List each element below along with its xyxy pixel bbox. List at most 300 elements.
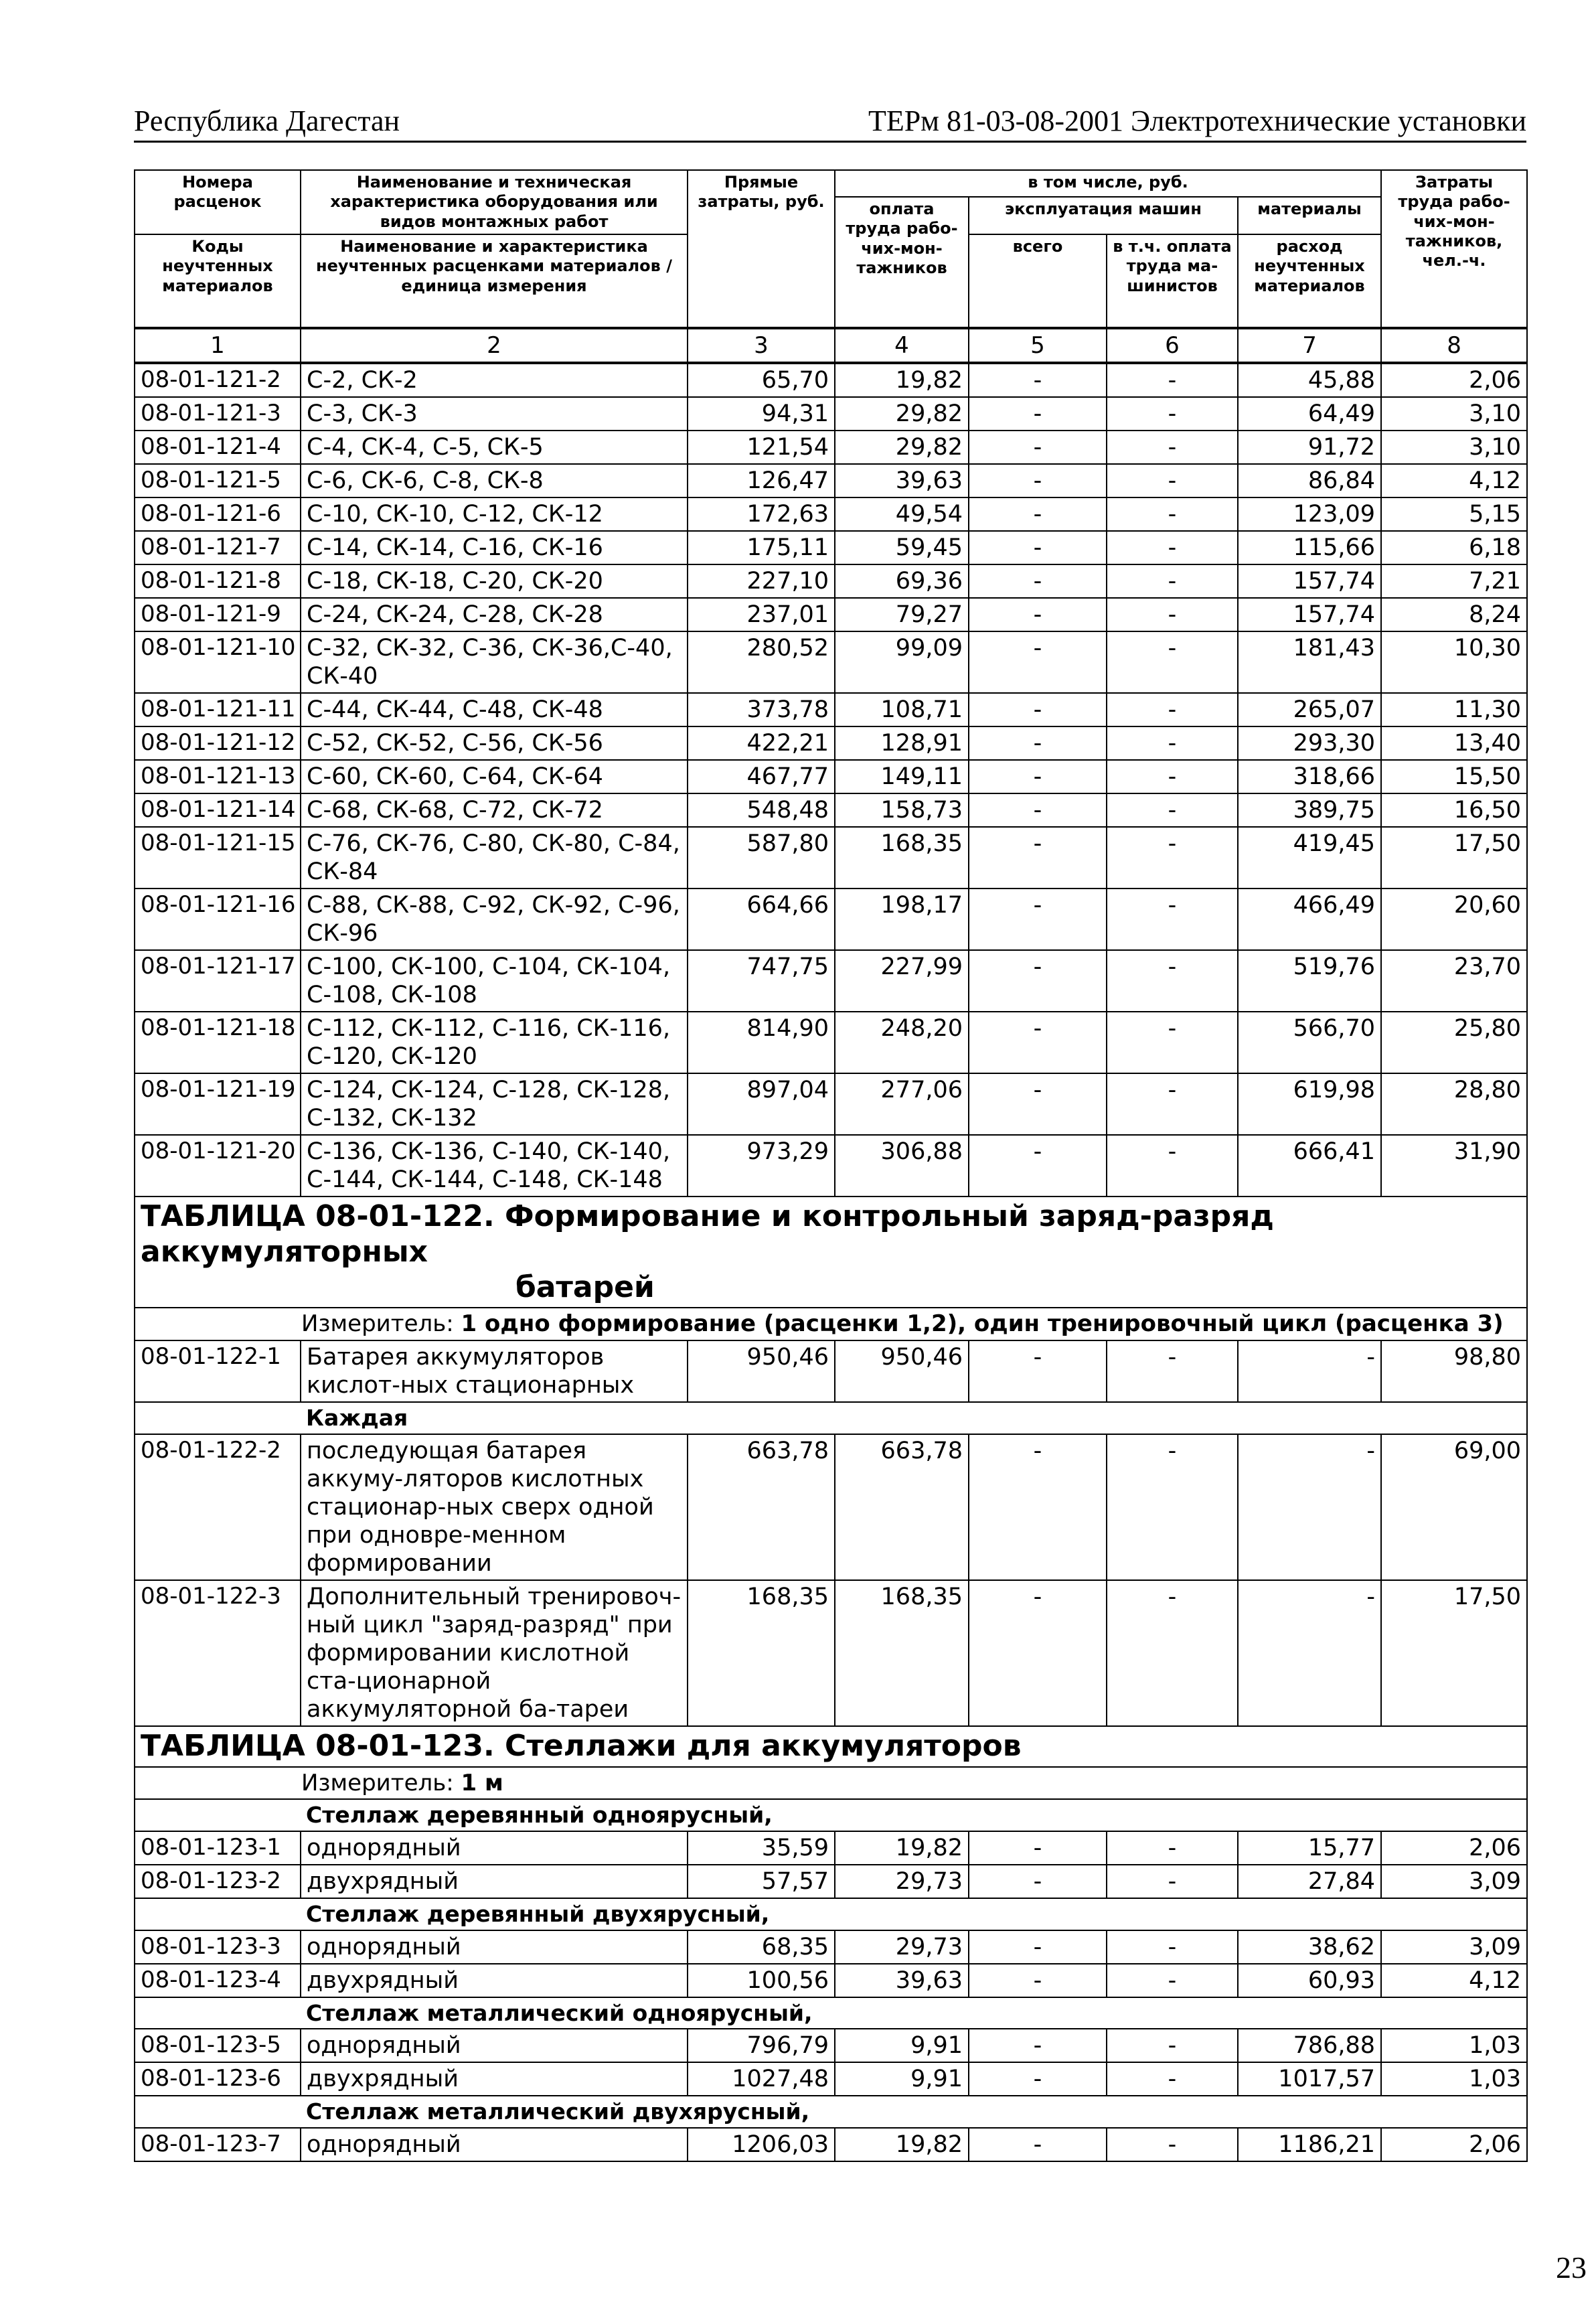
labor-hours: 2,06 xyxy=(1381,1831,1527,1865)
work-description: однорядный xyxy=(301,2128,688,2161)
subheading-row xyxy=(135,1799,1527,1831)
page-number: 23 xyxy=(1556,2250,1587,2285)
direct-costs: 422,21 xyxy=(688,726,835,760)
materials-cost: 27,84 xyxy=(1238,1865,1381,1898)
worker-wages: 79,27 xyxy=(835,598,969,631)
worker-wages: 168,35 xyxy=(835,827,969,889)
table-row xyxy=(135,497,1527,531)
labor-hours: 23,70 xyxy=(1381,950,1527,1012)
labor-hours: 2,06 xyxy=(1381,2128,1527,2161)
work-description: С-100, СК-100, С-104, СК-104, С-108, СК-108 xyxy=(301,950,688,1012)
labor-hours: 28,80 xyxy=(1381,1073,1527,1135)
direct-costs: 94,31 xyxy=(688,397,835,431)
work-description: С-10, СК-10, С-12, СК-12 xyxy=(301,497,688,531)
labor-hours: 98,80 xyxy=(1381,1340,1527,1402)
rate-code: 08-01-123-1 xyxy=(135,1831,301,1865)
col-header-2-top: Наименование и техническая характеристика оборудования или видов монтажных работ xyxy=(301,170,688,234)
table-row xyxy=(135,2029,1527,2062)
machinist-wages: - xyxy=(1107,726,1238,760)
subheading-metal-single-tier: Стеллаж металлический одноярусный, xyxy=(301,1997,1527,2029)
rate-code: 08-01-121-3 xyxy=(135,397,301,431)
table-123-meter: Измеритель: 1 м xyxy=(135,1767,1527,1800)
worker-wages: 128,91 xyxy=(835,726,969,760)
machinist-wages: - xyxy=(1107,1073,1238,1135)
materials-cost: - xyxy=(1238,1434,1381,1580)
labor-hours: 20,60 xyxy=(1381,889,1527,950)
labor-hours: 6,18 xyxy=(1381,531,1527,564)
table-row xyxy=(135,1073,1527,1135)
work-description: двухрядный xyxy=(301,1964,688,1997)
subheading-row xyxy=(135,1402,1527,1434)
worker-wages: 149,11 xyxy=(835,760,969,793)
table-row xyxy=(135,726,1527,760)
col-header-7: расход неучтенных материалов xyxy=(1238,234,1381,328)
materials-cost: 1186,21 xyxy=(1238,2128,1381,2161)
table-122-title: ТАБЛИЦА 08-01-122. Формирование и контрольный заряд-разряд аккумуляторных батарей xyxy=(135,1197,1527,1308)
col-number: 1 xyxy=(135,328,301,363)
direct-costs: 172,63 xyxy=(688,497,835,531)
subheading-spacer xyxy=(135,1898,301,1930)
machine-total: - xyxy=(969,726,1107,760)
labor-hours: 13,40 xyxy=(1381,726,1527,760)
rate-code: 08-01-121-15 xyxy=(135,827,301,889)
work-description: последующая батарея аккуму-ляторов кислотных стационар-ных сверх одной при одновре-менном формировании xyxy=(301,1434,688,1580)
materials-cost: 419,45 xyxy=(1238,827,1381,889)
machine-total: - xyxy=(969,1964,1107,1997)
worker-wages: 9,91 xyxy=(835,2062,969,2096)
subheading-row xyxy=(135,1997,1527,2029)
materials-cost: 519,76 xyxy=(1238,950,1381,1012)
labor-hours: 17,50 xyxy=(1381,827,1527,889)
rate-code: 08-01-121-5 xyxy=(135,464,301,497)
col-number: 5 xyxy=(969,328,1107,363)
labor-hours: 1,03 xyxy=(1381,2029,1527,2062)
work-description: С-112, СК-112, С-116, СК-116, С-120, СК-120 xyxy=(301,1012,688,1073)
worker-wages: 19,82 xyxy=(835,2128,969,2161)
machinist-wages: - xyxy=(1107,531,1238,564)
labor-hours: 25,80 xyxy=(1381,1012,1527,1073)
rate-code: 08-01-121-11 xyxy=(135,693,301,726)
machinist-wages: - xyxy=(1107,950,1238,1012)
worker-wages: 19,82 xyxy=(835,1831,969,1865)
machinist-wages: - xyxy=(1107,598,1238,631)
labor-hours: 8,24 xyxy=(1381,598,1527,631)
worker-wages: 158,73 xyxy=(835,793,969,827)
machinist-wages: - xyxy=(1107,1831,1238,1865)
labor-hours: 3,09 xyxy=(1381,1930,1527,1964)
machine-total: - xyxy=(969,1340,1107,1402)
table-123-section xyxy=(135,1726,1527,1800)
machine-total: - xyxy=(969,631,1107,693)
direct-costs: 175,11 xyxy=(688,531,835,564)
materials-cost: 466,49 xyxy=(1238,889,1381,950)
labor-hours: 4,12 xyxy=(1381,1964,1527,1997)
machinist-wages: - xyxy=(1107,889,1238,950)
direct-costs: 121,54 xyxy=(688,431,835,464)
rate-code: 08-01-121-10 xyxy=(135,631,301,693)
machine-total: - xyxy=(969,1012,1107,1073)
direct-costs: 814,90 xyxy=(688,1012,835,1073)
table-row xyxy=(135,631,1527,693)
table-row xyxy=(135,598,1527,631)
direct-costs: 747,75 xyxy=(688,950,835,1012)
work-description: С-2, СК-2 xyxy=(301,363,688,397)
direct-costs: 35,59 xyxy=(688,1831,835,1865)
rate-code: 08-01-123-6 xyxy=(135,2062,301,2096)
machine-total: - xyxy=(969,1831,1107,1865)
rate-code: 08-01-121-4 xyxy=(135,431,301,464)
col-number: 4 xyxy=(835,328,969,363)
price-table xyxy=(134,169,1528,2162)
machine-total: - xyxy=(969,827,1107,889)
machine-total: - xyxy=(969,693,1107,726)
rate-code: 08-01-121-19 xyxy=(135,1073,301,1135)
direct-costs: 663,78 xyxy=(688,1434,835,1580)
work-description: С-68, СК-68, С-72, СК-72 xyxy=(301,793,688,827)
col-header-1-top: Номера расценок xyxy=(135,170,301,234)
materials-cost: 389,75 xyxy=(1238,793,1381,827)
direct-costs: 1206,03 xyxy=(688,2128,835,2161)
machine-total: - xyxy=(969,1135,1107,1197)
work-description: С-18, СК-18, С-20, СК-20 xyxy=(301,564,688,598)
rate-code: 08-01-121-20 xyxy=(135,1135,301,1197)
header-document-code: ТЕРм 81-03-08-2001 Электротехнические установки xyxy=(868,104,1526,137)
table-row xyxy=(135,1865,1527,1898)
machinist-wages: - xyxy=(1107,1865,1238,1898)
col-header-3: Прямые затраты, руб. xyxy=(688,170,835,328)
rate-code: 08-01-121-12 xyxy=(135,726,301,760)
direct-costs: 548,48 xyxy=(688,793,835,827)
direct-costs: 796,79 xyxy=(688,2029,835,2062)
labor-hours: 16,50 xyxy=(1381,793,1527,827)
table-row xyxy=(135,760,1527,793)
materials-cost: 293,30 xyxy=(1238,726,1381,760)
rate-code: 08-01-121-7 xyxy=(135,531,301,564)
work-description: однорядный xyxy=(301,2029,688,2062)
materials-cost: 619,98 xyxy=(1238,1073,1381,1135)
work-description: С-124, СК-124, С-128, СК-128, С-132, СК-132 xyxy=(301,1073,688,1135)
machine-total: - xyxy=(969,2062,1107,2096)
rate-code: 08-01-121-2 xyxy=(135,363,301,397)
table-row xyxy=(135,564,1527,598)
rate-code: 08-01-121-16 xyxy=(135,889,301,950)
table-row xyxy=(135,1964,1527,1997)
rate-code: 08-01-121-18 xyxy=(135,1012,301,1073)
direct-costs: 664,66 xyxy=(688,889,835,950)
machinist-wages: - xyxy=(1107,631,1238,693)
rate-code: 08-01-121-14 xyxy=(135,793,301,827)
labor-hours: 3,10 xyxy=(1381,397,1527,431)
table-row xyxy=(135,363,1527,397)
materials-cost: 157,74 xyxy=(1238,564,1381,598)
machine-total: - xyxy=(969,2128,1107,2161)
direct-costs: 65,70 xyxy=(688,363,835,397)
table-row xyxy=(135,464,1527,497)
work-description: однорядный xyxy=(301,1831,688,1865)
labor-hours: 10,30 xyxy=(1381,631,1527,693)
direct-costs: 467,77 xyxy=(688,760,835,793)
materials-cost: - xyxy=(1238,1580,1381,1726)
worker-wages: 198,17 xyxy=(835,889,969,950)
rate-code: 08-01-123-7 xyxy=(135,2128,301,2161)
machine-total: - xyxy=(969,598,1107,631)
work-description: С-136, СК-136, С-140, СК-140, С-144, СК-144, С-148, СК-148 xyxy=(301,1135,688,1197)
labor-hours: 1,03 xyxy=(1381,2062,1527,2096)
materials-cost: 1017,57 xyxy=(1238,2062,1381,2096)
rate-code: 08-01-122-3 xyxy=(135,1580,301,1726)
machinist-wages: - xyxy=(1107,760,1238,793)
work-description: С-76, СК-76, С-80, СК-80, С-84, СК-84 xyxy=(301,827,688,889)
labor-hours: 4,12 xyxy=(1381,464,1527,497)
rate-code: 08-01-122-1 xyxy=(135,1340,301,1402)
work-description: С-4, СК-4, С-5, СК-5 xyxy=(301,431,688,464)
materials-cost: 38,62 xyxy=(1238,1930,1381,1964)
worker-wages: 59,45 xyxy=(835,531,969,564)
work-description: С-3, СК-3 xyxy=(301,397,688,431)
work-description: С-60, СК-60, С-64, СК-64 xyxy=(301,760,688,793)
machine-total: - xyxy=(969,1865,1107,1898)
rate-code: 08-01-122-2 xyxy=(135,1434,301,1580)
direct-costs: 100,56 xyxy=(688,1964,835,1997)
table-header xyxy=(135,170,1527,363)
machinist-wages: - xyxy=(1107,1012,1238,1073)
labor-hours: 5,15 xyxy=(1381,497,1527,531)
materials-cost: 666,41 xyxy=(1238,1135,1381,1197)
direct-costs: 587,80 xyxy=(688,827,835,889)
machinist-wages: - xyxy=(1107,564,1238,598)
work-description: однорядный xyxy=(301,1930,688,1964)
materials-cost: 86,84 xyxy=(1238,464,1381,497)
col-header-in-that: в том числе, руб. xyxy=(835,170,1381,197)
subheading-wood-single-tier: Стеллаж деревянный одноярусный, xyxy=(301,1799,1527,1831)
machine-total: - xyxy=(969,950,1107,1012)
machine-total: - xyxy=(969,363,1107,397)
direct-costs: 68,35 xyxy=(688,1930,835,1964)
materials-cost: 318,66 xyxy=(1238,760,1381,793)
machinist-wages: - xyxy=(1107,2029,1238,2062)
machinist-wages: - xyxy=(1107,1135,1238,1197)
table-row xyxy=(135,1012,1527,1073)
machinist-wages: - xyxy=(1107,827,1238,889)
table-row xyxy=(135,1434,1527,1580)
work-description: С-88, СК-88, С-92, СК-92, С-96, СК-96 xyxy=(301,889,688,950)
direct-costs: 1027,48 xyxy=(688,2062,835,2096)
materials-cost: 15,77 xyxy=(1238,1831,1381,1865)
worker-wages: 99,09 xyxy=(835,631,969,693)
table-122-body xyxy=(135,1340,1527,1726)
labor-hours: 31,90 xyxy=(1381,1135,1527,1197)
table-122-section xyxy=(135,1197,1527,1340)
column-number-row xyxy=(135,328,1527,363)
rate-code: 08-01-121-17 xyxy=(135,950,301,1012)
worker-wages: 29,73 xyxy=(835,1930,969,1964)
rate-code: 08-01-123-2 xyxy=(135,1865,301,1898)
materials-cost: - xyxy=(1238,1340,1381,1402)
direct-costs: 897,04 xyxy=(688,1073,835,1135)
work-description: С-24, СК-24, С-28, СК-28 xyxy=(301,598,688,631)
worker-wages: 306,88 xyxy=(835,1135,969,1197)
col-number: 8 xyxy=(1381,328,1527,363)
subheading-spacer xyxy=(135,1799,301,1831)
col-header-5: всего xyxy=(969,234,1107,328)
materials-cost: 60,93 xyxy=(1238,1964,1381,1997)
worker-wages: 29,82 xyxy=(835,397,969,431)
worker-wages: 29,73 xyxy=(835,1865,969,1898)
materials-cost: 64,49 xyxy=(1238,397,1381,431)
work-description: С-32, СК-32, С-36, СК-36,С-40, СК-40 xyxy=(301,631,688,693)
work-description: С-14, СК-14, С-16, СК-16 xyxy=(301,531,688,564)
work-description: Дополнительный тренировоч-ный цикл "заряд-разряд" при формировании кислотной ста-ционарной аккумуляторной ба-тареи xyxy=(301,1580,688,1726)
work-description: двухрядный xyxy=(301,1865,688,1898)
machinist-wages: - xyxy=(1107,693,1238,726)
machinist-wages: - xyxy=(1107,1434,1238,1580)
machine-total: - xyxy=(969,793,1107,827)
machinist-wages: - xyxy=(1107,1930,1238,1964)
materials-cost: 91,72 xyxy=(1238,431,1381,464)
materials-cost: 786,88 xyxy=(1238,2029,1381,2062)
work-description: двухрядный xyxy=(301,2062,688,2096)
materials-cost: 115,66 xyxy=(1238,531,1381,564)
worker-wages: 663,78 xyxy=(835,1434,969,1580)
subheading-spacer xyxy=(135,1402,301,1434)
worker-wages: 19,82 xyxy=(835,363,969,397)
rate-code: 08-01-121-8 xyxy=(135,564,301,598)
direct-costs: 373,78 xyxy=(688,693,835,726)
worker-wages: 950,46 xyxy=(835,1340,969,1402)
labor-hours: 3,09 xyxy=(1381,1865,1527,1898)
table-row xyxy=(135,1930,1527,1964)
table-122-meter: Измеритель: 1 одно формирование (расценки 1,2), один тренировочный цикл (расценка 3) xyxy=(135,1308,1527,1340)
machine-total: - xyxy=(969,1580,1107,1726)
materials-cost: 157,74 xyxy=(1238,598,1381,631)
subheading-row xyxy=(135,2096,1527,2128)
rate-code: 08-01-121-9 xyxy=(135,598,301,631)
machine-total: - xyxy=(969,431,1107,464)
table-row xyxy=(135,2128,1527,2161)
machinist-wages: - xyxy=(1107,1964,1238,1997)
labor-hours: 17,50 xyxy=(1381,1580,1527,1726)
machine-total: - xyxy=(969,1434,1107,1580)
materials-cost: 265,07 xyxy=(1238,693,1381,726)
subheading-row xyxy=(135,1898,1527,1930)
subheading-each: Каждая xyxy=(301,1402,1527,1434)
labor-hours: 11,30 xyxy=(1381,693,1527,726)
machinist-wages: - xyxy=(1107,1340,1238,1402)
rate-code: 08-01-123-5 xyxy=(135,2029,301,2062)
worker-wages: 108,71 xyxy=(835,693,969,726)
table-row xyxy=(135,1135,1527,1197)
table-row xyxy=(135,397,1527,431)
table-row xyxy=(135,1580,1527,1726)
rate-code: 08-01-121-13 xyxy=(135,760,301,793)
machine-total: - xyxy=(969,2029,1107,2062)
worker-wages: 49,54 xyxy=(835,497,969,531)
rate-code: 08-01-123-3 xyxy=(135,1930,301,1964)
machinist-wages: - xyxy=(1107,397,1238,431)
labor-hours: 15,50 xyxy=(1381,760,1527,793)
subheading-wood-two-tier: Стеллаж деревянный двухярусный, xyxy=(301,1898,1527,1930)
worker-wages: 39,63 xyxy=(835,1964,969,1997)
worker-wages: 29,82 xyxy=(835,431,969,464)
machine-total: - xyxy=(969,760,1107,793)
machine-total: - xyxy=(969,397,1107,431)
worker-wages: 69,36 xyxy=(835,564,969,598)
work-description: С-52, СК-52, С-56, СК-56 xyxy=(301,726,688,760)
col-number: 2 xyxy=(301,328,688,363)
worker-wages: 168,35 xyxy=(835,1580,969,1726)
machine-total: - xyxy=(969,1073,1107,1135)
machinist-wages: - xyxy=(1107,363,1238,397)
machine-total: - xyxy=(969,497,1107,531)
worker-wages: 9,91 xyxy=(835,2029,969,2062)
worker-wages: 227,99 xyxy=(835,950,969,1012)
rate-code: 08-01-123-4 xyxy=(135,1964,301,1997)
col-number: 6 xyxy=(1107,328,1238,363)
table-row xyxy=(135,889,1527,950)
subheading-metal-two-tier: Стеллаж металлический двухярусный, xyxy=(301,2096,1527,2128)
table-123-body xyxy=(135,1799,1527,2161)
machine-total: - xyxy=(969,464,1107,497)
labor-hours: 3,10 xyxy=(1381,431,1527,464)
work-description: Батарея аккумуляторов кислот-ных стационарных xyxy=(301,1340,688,1402)
direct-costs: 168,35 xyxy=(688,1580,835,1726)
machinist-wages: - xyxy=(1107,1580,1238,1726)
machinist-wages: - xyxy=(1107,2062,1238,2096)
machinist-wages: - xyxy=(1107,464,1238,497)
worker-wages: 39,63 xyxy=(835,464,969,497)
materials-cost: 123,09 xyxy=(1238,497,1381,531)
labor-hours: 69,00 xyxy=(1381,1434,1527,1580)
direct-costs: 237,01 xyxy=(688,598,835,631)
col-header-8: Затраты труда рабо-чих-мон-тажников, чел.-ч. xyxy=(1381,170,1527,328)
subheading-spacer xyxy=(135,2096,301,2128)
header-region: Республика Дагестан xyxy=(134,104,400,137)
table-row xyxy=(135,827,1527,889)
materials-cost: 566,70 xyxy=(1238,1012,1381,1073)
materials-cost: 181,43 xyxy=(1238,631,1381,693)
direct-costs: 57,57 xyxy=(688,1865,835,1898)
direct-costs: 280,52 xyxy=(688,631,835,693)
machinist-wages: - xyxy=(1107,431,1238,464)
table-row xyxy=(135,531,1527,564)
direct-costs: 950,46 xyxy=(688,1340,835,1402)
table-row xyxy=(135,1340,1527,1402)
direct-costs: 973,29 xyxy=(688,1135,835,1197)
document-page xyxy=(134,100,1587,2285)
table-row xyxy=(135,2062,1527,2096)
labor-hours: 2,06 xyxy=(1381,363,1527,397)
col-header-materials: материалы xyxy=(1238,197,1381,234)
machinist-wages: - xyxy=(1107,497,1238,531)
machine-total: - xyxy=(969,1930,1107,1964)
work-description: С-44, СК-44, С-48, СК-48 xyxy=(301,693,688,726)
machine-total: - xyxy=(969,531,1107,564)
col-header-2-bottom: Наименование и характеристика неучтенных расценками материалов / единица измерения xyxy=(301,234,688,328)
table-121-body xyxy=(135,363,1527,1197)
worker-wages: 248,20 xyxy=(835,1012,969,1073)
table-row xyxy=(135,1831,1527,1865)
machinist-wages: - xyxy=(1107,793,1238,827)
worker-wages: 277,06 xyxy=(835,1073,969,1135)
col-number: 7 xyxy=(1238,328,1381,363)
direct-costs: 126,47 xyxy=(688,464,835,497)
labor-hours: 7,21 xyxy=(1381,564,1527,598)
col-header-1-bottom: Коды неучтенных материалов xyxy=(135,234,301,328)
machine-total: - xyxy=(969,564,1107,598)
machinist-wages: - xyxy=(1107,2128,1238,2161)
table-row xyxy=(135,693,1527,726)
col-number: 3 xyxy=(688,328,835,363)
